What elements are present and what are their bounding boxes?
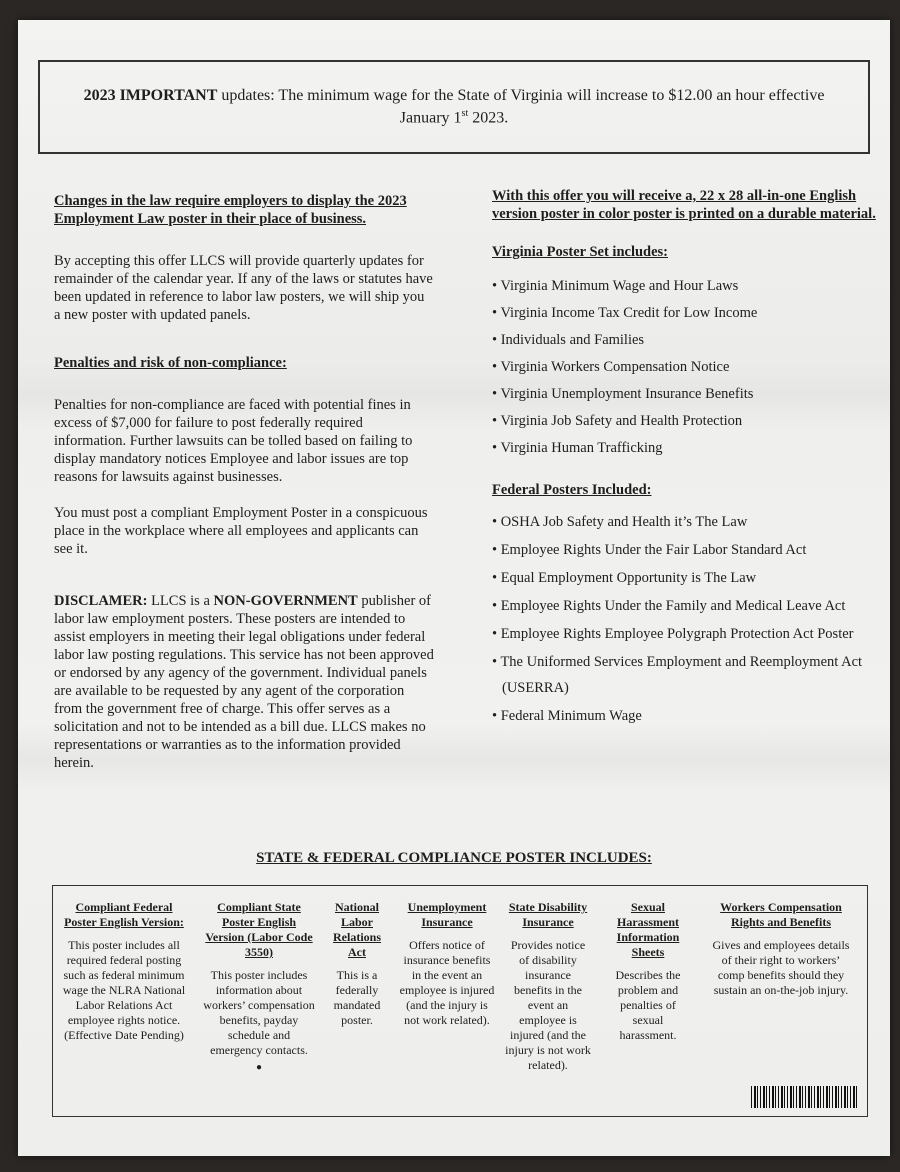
list-item: • Virginia Income Tax Credit for Low Income xyxy=(492,305,758,321)
column-body: Gives and employees details of their right to workers’ comp benefits should they sustain an on-the-job injury. xyxy=(712,938,850,997)
column-body: This poster includes information about workers’ compensation benefits, payday schedule and emergency contacts. xyxy=(203,968,315,1057)
list-item: • Virginia Unemployment Insurance Benefits xyxy=(492,386,754,402)
column-heading: Compliant State Poster English Version (Labor Code 3550) xyxy=(205,900,313,959)
flyer-page xyxy=(18,20,890,1156)
banner-text xyxy=(84,87,825,127)
important-update-banner xyxy=(38,60,870,154)
offer-heading: With this offer you will receive a, 22 x 28 all-in-one English version poster in color poster is printed on a durable material. xyxy=(492,188,876,222)
list-item: • Individuals and Families xyxy=(492,332,645,348)
list-item: • Virginia Minimum Wage and Hour Laws xyxy=(492,278,739,294)
law-change-heading: Changes in the law require employers to display the 2023 Employment Law poster in their place of business. xyxy=(54,193,407,227)
column-body: Provides notice of disability insurance benefits in the event an employee is injured (and the injury is not work related). xyxy=(505,938,591,1072)
compliance-table xyxy=(52,885,868,1117)
column-body: This is a federally mandated poster. xyxy=(333,968,381,1027)
banner-date-post: 2023. xyxy=(472,109,509,127)
column-heading: Workers Compensation Rights and Benefits xyxy=(720,900,842,929)
list-item: • Equal Employment Opportunity is The Law xyxy=(492,570,757,586)
disclaimer-mid: LLCS is a xyxy=(151,593,210,609)
list-item: • Virginia Job Safety and Health Protection xyxy=(492,413,743,429)
list-item: • Federal Minimum Wage xyxy=(492,708,642,724)
disclaimer-text: publisher of labor law employment posters. These posters are intended to assist employers in meeting their legal obligations under federal labor law posting regulations. This service has not been approved or endorsed by any agency of the government. Individual panels are available to be requested by any agent of the corporation from the government free of charge. This offer serves as a solicitation and not to be intended as a bill due. LLCS makes no representations or warranties as to the information provided herein. xyxy=(54,593,434,771)
compliance-column-federal xyxy=(59,900,189,1043)
column-heading: Compliant Federal Poster English Version: xyxy=(64,900,184,929)
column-heading: Sexual Harassment Information Sheets xyxy=(616,900,680,959)
compliance-column-nlra xyxy=(327,900,387,1028)
banner-bold-label: 2023 IMPORTANT xyxy=(83,86,218,104)
barcode-icon xyxy=(751,1086,857,1108)
list-item: • Employee Rights Under the Fair Labor Standard Act xyxy=(492,542,807,558)
disclaimer-label: DISCLAMER: xyxy=(54,593,148,609)
list-item: • Employee Rights Under the Family and Medical Leave Act xyxy=(492,598,846,614)
virginia-set-heading: Virginia Poster Set includes: xyxy=(492,244,669,260)
compliance-column-unemployment xyxy=(399,900,495,1028)
bullet-dot-icon: ● xyxy=(255,1062,263,1073)
left-column xyxy=(54,192,434,772)
penalties-heading: Penalties and risk of non-compliance: xyxy=(54,355,287,371)
compliance-column-disability xyxy=(505,900,591,1073)
compliance-column-harassment xyxy=(607,900,689,1043)
virginia-poster-list xyxy=(492,277,882,457)
column-heading: State Disability Insurance xyxy=(508,900,588,929)
federal-posters-heading: Federal Posters Included: xyxy=(492,482,652,498)
disclaimer-paragraph xyxy=(54,592,434,772)
column-body: This poster includes all required federal posting such as federal minimum wage the NLRA National Labor Relations Act employee rights notice. (Effective Date Pending) xyxy=(62,938,186,1042)
compliance-column-state xyxy=(203,900,315,1075)
list-item: • Virginia Workers Compensation Notice xyxy=(492,359,730,375)
right-column xyxy=(492,187,882,731)
quarterly-updates-paragraph: By accepting this offer LLCS will provide quarterly updates for remainder of the calendar year. If any of the laws or statutes have been updated in reference to labor law posters, we will ship you a new poster with updated panels. xyxy=(54,253,433,323)
banner-date-pre: January 1 xyxy=(399,109,462,127)
federal-poster-list xyxy=(492,509,882,729)
list-item: • The Uniformed Services Employment and Reemployment Act (USERRA) xyxy=(492,654,863,696)
compliance-title: STATE & FEDERAL COMPLIANCE POSTER INCLUDES: xyxy=(256,850,652,866)
list-item: • Virginia Human Trafficking xyxy=(492,440,663,456)
column-heading: National Labor Relations Act xyxy=(333,900,381,959)
disclaimer-non-government: NON-GOVERNMENT xyxy=(213,593,358,609)
column-body: Offers notice of insurance benefits in the event an employee is injured (and the injury is not work related). xyxy=(399,938,495,1027)
list-item: • OSHA Job Safety and Health it’s The Law xyxy=(492,514,748,530)
compliance-column-workers-comp xyxy=(709,900,853,998)
penalties-paragraph: Penalties for non-compliance are faced with potential fines in excess of $7,000 for failure to post federally required information. Further lawsuits can be tolled based on failing to display mandatory notices Employee and labor issues are top reasons for lawsuits against businesses. xyxy=(54,397,413,485)
banner-date-sup: st xyxy=(461,107,469,119)
column-body: Describes the problem and penalties of sexual harassment. xyxy=(615,968,681,1042)
list-item: • Employee Rights Employee Polygraph Protection Act Poster xyxy=(492,626,854,642)
banner-line1: updates: The minimum wage for the State of Virginia will increase to $12.00 an hour effective xyxy=(221,86,825,104)
post-requirement-paragraph: You must post a compliant Employment Poster in a conspicuous place in the workplace where all employees and applicants can see it. xyxy=(54,505,428,557)
column-heading: Unemployment Insurance xyxy=(407,900,487,929)
